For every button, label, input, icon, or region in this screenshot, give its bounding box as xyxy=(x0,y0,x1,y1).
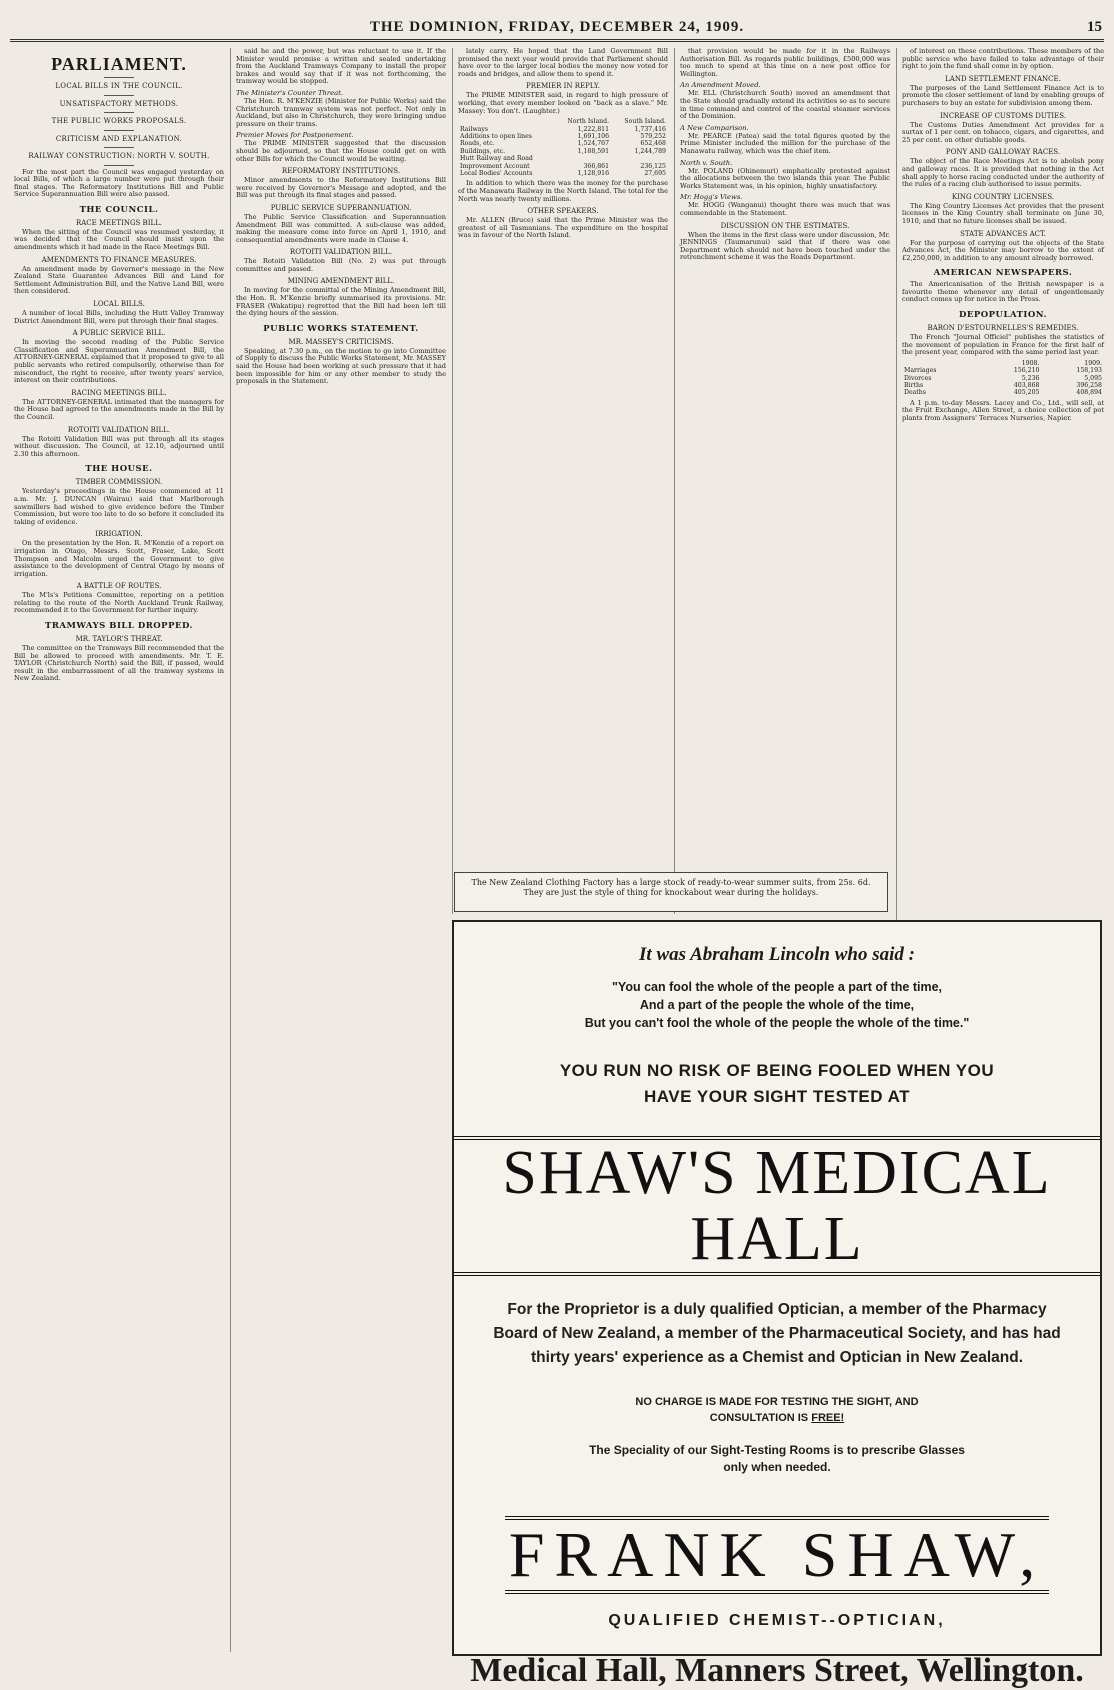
amendment-moved-body: Mr. ELL (Christchurch South) moved an amendment that the State should gradually extend its activities so as to secure in time command and control of the coastal steamer services of the Dominion. xyxy=(680,89,890,121)
council-heading: THE COUNCIL. xyxy=(79,204,159,215)
value-b: 5,095 xyxy=(1084,374,1102,382)
expenditure-table xyxy=(458,118,668,177)
row-label: Railways xyxy=(460,125,489,133)
depopulation-subhead: BARON D'ESTOURNELLES'S REMEDIES. xyxy=(927,324,1079,333)
estimates-discussion-heading: DISCUSSION ON THE ESTIMATES. xyxy=(720,221,850,230)
public-service-bill-heading: A PUBLIC SERVICE BILL. xyxy=(72,329,166,338)
irrigation-body: On the presentation by the Hon. R. M'Kenzie of a report on irrigation in Otago, Messrs. Scott, Fraser, Lake, Scott Thompson and Malcolm urged the Government to give assistance to the development of Central Otago by means of irrigation. xyxy=(14,539,224,578)
south-value: 236,125 xyxy=(640,162,666,170)
clothing-notice-text: The New Zealand Clothing Factory has a large stock of ready-to-wear summer suits, from 25s. 6d. They are just the style of thing for knockabout wear during the holidays. xyxy=(471,878,871,897)
routes-body: The M'ls's Petitions Committee, reporting on a petition relating to the route of the North Auckland Trunk Railway, recommended it to the Government for further inquiry. xyxy=(14,591,224,615)
auction-notice: A 1 p.m. to-day Messrs. Lacey and Co., Ltd., will sell, at the Fruit Exchange, Allen Street, a choice collection of pot plants from Assigners' Terraces Nurseries, Napier. xyxy=(902,398,1104,423)
free-line-2-text: CONSULTATION IS xyxy=(709,1412,809,1424)
king-country-body: The King Country Licenses Act provides that the present licenses in the King Country shall terminate on June 30, 1910, and that no future licenses shall be issued. xyxy=(902,201,1104,225)
speciality-line-2: only when needed. xyxy=(723,1460,831,1474)
table-row xyxy=(458,155,668,162)
irrigation-heading: IRRIGATION. xyxy=(95,530,143,539)
other-speakers-body: Mr. ALLEN (Bruce) said that the Prime Minister was the greatest of all Tasmanians. The expenditure on the hospital was in favour of the North Island. xyxy=(458,216,668,240)
subhead-3: THE PUBLIC WORKS PROPOSALS. xyxy=(51,117,187,125)
quote-line: And a part of the people the whole of the time, xyxy=(639,998,915,1012)
local-bills-heading: LOCAL BILLS. xyxy=(93,300,145,309)
pony-races-heading: PONY AND GALLOWAY RACES. xyxy=(945,148,1061,157)
value-b: 408,894 xyxy=(1076,389,1102,397)
south-value xyxy=(611,155,668,162)
quote-line: "You can fool the whole of the people a part of the time, xyxy=(611,980,943,994)
pony-races-body: The object of the Race Meetings Act is to abolish pony and galloway races. It is provided that nothing in the Act shall apply to horse racing conducted under the authority of the rules of a racing club authorised to issue permits. xyxy=(902,157,1104,189)
value-b: 158,193 xyxy=(1076,367,1102,375)
intro-paragraph: For the most part the Council was engaged yesterday on local Bills, of which a large number were put through their final stages. The Reformatory Institutions Bill and Public Service Superannuation Bill were also passed. xyxy=(14,167,224,199)
land-settlement-body: The purposes of the Land Settlement Finance Act is to promote the closer settlement of land by enabling groups of purchasers to buy an estate for subdivision among them. xyxy=(902,83,1104,107)
north-value: 366,861 xyxy=(583,162,610,170)
state-advances-body: For the purpose of carrying out the objects of the State Advances Act, the Minister may borrow to the extent of £2,250,000, in addition to any amount already borrowed. xyxy=(902,238,1104,262)
row-label: Roads, etc. xyxy=(460,140,495,148)
superannuation-heading: PUBLIC SERVICE SUPERANNUATION. xyxy=(270,203,412,212)
mining-heading: MINING AMENDMENT BILL. xyxy=(287,277,395,286)
south-island-header: South Island. xyxy=(624,118,666,126)
table-row xyxy=(902,389,1104,396)
tramways-subhead: MR. TAYLOR'S THREAT. xyxy=(75,635,163,644)
rotoiti-body: The Rotoiti Validation Bill was put through all its stages without discussion. The Council, at 12.10, adjourned until 2.30 this afternoon. xyxy=(14,434,224,458)
masthead xyxy=(10,14,1104,42)
postponement-body: The PRIME MINISTER suggested that the discussion should be adjourned, so that the House could get on with other Bills for which the Council would be waiting. xyxy=(236,139,446,163)
customs-heading: INCREASE OF CUSTOMS DUTIES. xyxy=(939,111,1067,120)
shop-address: Medical Hall, Manners Street, Wellington. xyxy=(470,1652,1084,1689)
rotoiti-2-body: The Rotoiti Validation Bill (No. 2) was put through committee and passed. xyxy=(236,257,446,273)
free-line-2 xyxy=(454,1410,1100,1426)
row-label: Local Bodies' Accounts xyxy=(460,170,533,177)
premier-reply-body: The PRIME MINISTER said, in regard to high pressure of working, that every member looked on "back as a slave." Mr. Massey: You don't. (Laughter.) xyxy=(458,91,668,115)
expenditure-body: In addition to which there was the money for the purchase of the Manawatu Railway in the North Island. The total for the North was nearly twenty millions. xyxy=(458,179,668,203)
rotoiti-2-heading: ROTOITI VALIDATION BILL. xyxy=(289,248,393,257)
north-v-south-body: Mr. POLAND (Ohinemuri) emphatically protested against the allocations between the two islands this year. The Public Works Statement was, in his opinion, highly unsatisfactory. xyxy=(680,166,890,190)
race-meetings-body: When the sitting of the Council was resumed yesterday, it was decided that the Council should insist upon the amendments which it had made in the Race Meetings Bill. xyxy=(14,227,224,252)
free-consultation-text xyxy=(454,1394,1100,1426)
column-3 xyxy=(452,48,668,914)
north-value xyxy=(554,155,611,162)
risk-line: YOU RUN NO RISK OF BEING FOOLED WHEN YOU xyxy=(559,1061,995,1080)
table-row xyxy=(458,163,668,170)
public-works-statement-body: Speaking, at 7.30 p.m., on the motion to go into Committee of Supply to discuss the Public Works Statement, Mr. MASSEY said the House had been working at such pressure that it had been impossible for him or any other member to study the proposals in the Statement. xyxy=(236,346,446,386)
column-2-lead: said he and the power, but was reluctant to use it. If the Minister would promise a written and sealed undertaking from the Auckland Tramways Company to install the proper brakes and would say that if it was not forthcoming, the tramway would be stopped. xyxy=(236,47,446,86)
amendment-moved-heading: An Amendment Moved. xyxy=(680,81,761,90)
table-row xyxy=(458,148,668,155)
expenditure-header-row xyxy=(458,118,668,125)
risk-line: HAVE YOUR SIGHT TESTED AT xyxy=(644,1087,910,1106)
row-label: Additions to open lines xyxy=(460,132,532,140)
row-label: Buildings, etc. xyxy=(460,147,506,155)
public-service-bill-body: In moving the second reading of the Public Service Classification and Superannuation Amendment Bill, the ATTORNEY-GENERAL explained that it proposed to give to all public servants who retired compulsorily, otherwise than for misconduct, the right to receive, after twenty years' service, interest on their contributions. xyxy=(14,338,224,385)
population-header-row xyxy=(902,360,1104,367)
south-value: 1,737,416 xyxy=(634,125,666,133)
subhead-5: RAILWAY CONSTRUCTION: NORTH V. SOUTH. xyxy=(28,152,210,160)
column-1 xyxy=(14,48,224,1652)
row-label: Marriages xyxy=(904,367,937,375)
page-number: 15 xyxy=(1087,19,1102,35)
free-word: FREE! xyxy=(811,1412,845,1424)
local-bills-body: A number of local Bills, including the Hutt Valley Tramway District Amendment Bill, were put through their final stages. xyxy=(14,309,224,325)
column-2 xyxy=(230,48,446,1652)
routes-heading: A BATTLE OF ROUTES. xyxy=(76,582,162,591)
column-4-lead: that provision would be made for it in the Railways Authorisation Bill. As regards public buildings, £500,000 was too much to spend at this time on a new post office for Wellington. xyxy=(680,47,890,78)
shaw-medical-hall-advert xyxy=(452,920,1102,1689)
new-comparison-heading: A New Comparison. xyxy=(680,123,749,132)
amendments-body: An amendment made by Governor's message in the New Zealand State Guarantee Advances Bill and Land for Settlement Administration Bill, and the Native Land Bill, were then considered. xyxy=(14,264,224,296)
column-4 xyxy=(674,48,890,914)
table-row xyxy=(902,367,1104,374)
tramways-body: The committee on the Tramways Bill recommended that the Bill be allowed to proceed with amendments. Mr. T. E. TAYLOR (Christchurch North) said the Bill, if passed, would result in the embarrassment of all the tramway systems in New Zealand. xyxy=(14,644,224,683)
table-row xyxy=(458,140,668,147)
north-value: 1,222,811 xyxy=(577,125,610,133)
qualification: QUALIFIED CHEMIST--OPTICIAN, xyxy=(608,1612,946,1629)
king-country-heading: KING COUNTRY LICENSES. xyxy=(951,192,1055,201)
postponement-heading: Premier Moves for Postponement. xyxy=(236,131,354,140)
racing-meetings-heading: RACING MEETINGS BILL. xyxy=(71,388,167,397)
counter-threat-body: The Hon. R. M'KENZIE (Minister for Public Works) said the Christchurch tramway system was not perfect. Not only in Auckland, but also in Christchurch, they were bringing undue pressure on their trams. xyxy=(236,96,446,128)
row-label: Deaths xyxy=(904,389,926,397)
year-b: 1909. xyxy=(1084,359,1102,367)
race-meetings-heading: RACE MEETINGS BILL. xyxy=(75,218,162,227)
north-value: 1,691,106 xyxy=(577,132,610,140)
quote-line: But you can't fool the whole of the people the whole of the time." xyxy=(584,1016,970,1030)
masthead-title: THE DOMINION, FRIDAY, DECEMBER 24, 1909. xyxy=(369,19,745,35)
land-settlement-heading: LAND SETTLEMENT FINANCE. xyxy=(945,74,1061,83)
amendments-heading: AMENDMENTS TO FINANCE MEASURES. xyxy=(41,255,197,264)
other-speakers-heading: OTHER SPEAKERS. xyxy=(527,207,599,216)
south-value: 579,252 xyxy=(640,132,666,140)
american-newspapers-heading: AMERICAN NEWSPAPERS. xyxy=(933,268,1073,279)
superannuation-body: The Public Service Classification and Superannuation Amendment Bill was committed. A sub-clause was added, making the measure come into force on April 1, 1910, and consequential amendments were made in Clause 4. xyxy=(236,212,446,244)
massey-criticisms-subhead: MR. MASSEY'S CRITICISMS. xyxy=(288,337,394,346)
table-row xyxy=(458,170,668,177)
reformatory-body: Minor amendments to the Reformatory Institutions Bill were received by Governor's Message and adopted, and the Bill was put through its final stages and passed. xyxy=(236,176,446,200)
proprietor-blurb: For the Proprietor is a duly qualified Optician, a member of the Pharmacy Board of New Zealand, a member of the Pharmaceutical Society, and has had thirty years' experience as a Chemist and Optician in New Zealand. xyxy=(493,1301,1061,1366)
proprietor-name xyxy=(454,1516,1100,1594)
table-row xyxy=(458,133,668,140)
no-risk-text xyxy=(454,1058,1100,1110)
north-island-header: North Island. xyxy=(567,118,610,126)
free-line-1: NO CHARGE IS MADE FOR TESTING THE SIGHT, AND xyxy=(635,1396,919,1408)
depopulation-body: The French "Journal Officiel" publishes the statistics of the movement of population in France for the first half of the present year, compared with the same period last year. xyxy=(902,333,1104,357)
speciality-line-1: The Speciality of our Sight-Testing Rooms is to prescribe Glasses xyxy=(589,1443,965,1457)
american-newspapers-body: The Americanisation of the British newspaper is a favourite theme whenever any detail of ungentlemanly conduct comes up for notice in the Press. xyxy=(902,280,1104,304)
mining-body: In moving for the committal of the Mining Amendment Bill, the Hon. R. M'Kenzie briefly summarised its provisions. Mr. FRASER (Wakatipu) regretted that the Bill had been left till the dying hours of the session. xyxy=(236,286,446,318)
rotoiti-heading: ROTOITI VALIDATION BILL. xyxy=(67,425,171,434)
south-value: 27,695 xyxy=(644,170,666,177)
value-a: 156,210 xyxy=(1013,367,1040,375)
north-value: 1,188,591 xyxy=(577,147,610,155)
value-a: 403,868 xyxy=(1013,382,1040,390)
new-comparison-body: Mr. PEARCE (Patea) said the total figures quoted by the Prime Minister included the million for the purchase of the Manawatu railway, which was the chief item. xyxy=(680,131,890,155)
estimates-discussion-body: When the items in the first class were under discussion, Mr. JENNINGS (Taumarunui) said that if there was one Department which should not have been touched under the retrenchment scheme it was the Roads Department. xyxy=(680,230,890,262)
north-value: 1,128,916 xyxy=(577,170,610,177)
shop-name-text: SHAW'S MEDICAL HALL xyxy=(454,1136,1100,1276)
north-value: 1,524,767 xyxy=(577,140,610,148)
parliament-heading: PARLIAMENT. xyxy=(51,54,187,74)
south-value: 1,244,789 xyxy=(634,147,666,155)
tramways-heading: TRAMWAYS BILL DROPPED. xyxy=(45,621,193,632)
subhead-2: UNSATISFACTORY METHODS. xyxy=(59,99,179,108)
value-b: 396,258 xyxy=(1076,382,1102,390)
table-row xyxy=(902,382,1104,389)
depopulation-heading: DEPOPULATION. xyxy=(959,310,1047,321)
speciality-text xyxy=(454,1442,1100,1476)
customs-body: The Customs Duties Amendment Act provides for a surtax of 1 per cent. on tobacco, cigars, and cigarettes, and 25 per cent. on other dutiable goods. xyxy=(902,120,1104,144)
subhead-1: LOCAL BILLS IN THE COUNCIL. xyxy=(55,82,183,90)
table-row xyxy=(902,375,1104,382)
proprietor-name-text: FRANK SHAW, xyxy=(505,1516,1049,1594)
hogg-views-heading: Mr. Hogg's Views. xyxy=(680,193,743,202)
house-heading: THE HOUSE. xyxy=(85,464,153,475)
reformatory-heading: REFORMATORY INSTITUTIONS. xyxy=(281,167,401,176)
value-a: 405,205 xyxy=(1013,389,1040,397)
value-a: 5,236 xyxy=(1021,374,1040,382)
column-3-lead: lately carry. He hoped that the Land Government Bill promised the next year would provide that Parliament should have over to the larger local bodies the money now voted for roads and bridges, and allow them to spend it. xyxy=(458,47,668,78)
timber-body: Yesterday's proceedings in the House commenced at 11 a.m. Mr. J. DUNCAN (Wairau) said that Marlborough sawmillers had wished to give evidence before the Timber Commission, but were too late to do so before it concluded its taking of evidence. xyxy=(14,487,224,526)
subhead-4: CRITICISM AND EXPLANATION. xyxy=(55,134,183,143)
lincoln-quote xyxy=(454,978,1100,1032)
year-a: 1908. xyxy=(1021,359,1040,367)
south-value: 652,468 xyxy=(640,140,666,148)
table-row xyxy=(458,126,668,133)
shop-name xyxy=(454,1136,1100,1276)
racing-meetings-body: The ATTORNEY-GENERAL intimated that the managers for the House had agreed to the amendments made in the Bill by the Council. xyxy=(14,397,224,421)
clothing-notice xyxy=(454,872,888,912)
north-v-south-heading: North v. South. xyxy=(680,158,733,167)
state-advances-heading: STATE ADVANCES ACT. xyxy=(960,229,1046,238)
row-label: Births xyxy=(904,382,924,390)
hogg-views-body: Mr. HOGG (Wanganui) thought there was much that was commendable in the Statement. xyxy=(680,201,890,217)
public-works-statement-heading: PUBLIC WORKS STATEMENT. xyxy=(263,323,419,334)
row-label: Improvement Account xyxy=(460,162,530,170)
counter-threat-heading: The Minister's Counter Threat. xyxy=(236,88,344,97)
row-label: Divorces xyxy=(904,374,932,382)
row-label: Hutt Railway and Road xyxy=(460,155,533,163)
population-table xyxy=(902,360,1104,397)
column-5-lead: of interest on these contributions. These members of the public service who have failed to take advantage of their right to join the fund shall come in by option. xyxy=(902,47,1104,71)
timber-heading: TIMBER COMMISSION. xyxy=(75,478,163,487)
premier-reply-heading: PREMIER IN REPLY. xyxy=(526,82,600,91)
lincoln-quote-heading: It was Abraham Lincoln who said : xyxy=(639,944,915,965)
